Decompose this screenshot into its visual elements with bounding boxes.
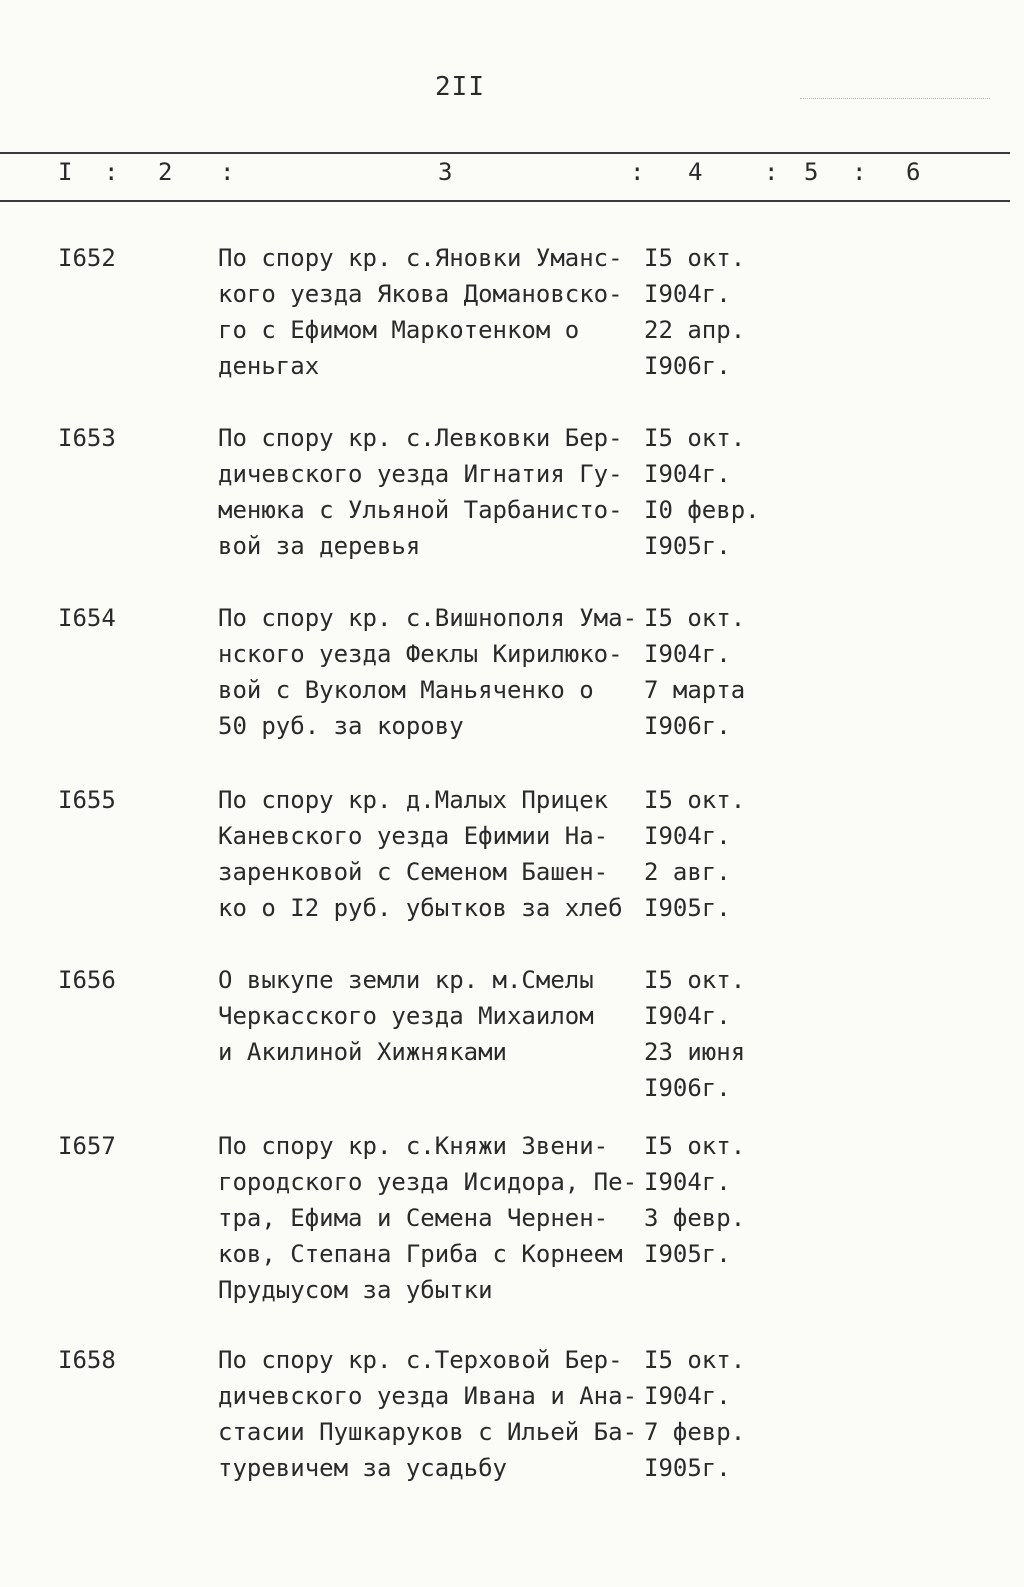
- date-line: I904г.: [644, 460, 731, 488]
- description-line: По спору кр. с.Вишнополя Ума-: [218, 604, 638, 632]
- date-line: I905г.: [644, 894, 731, 922]
- date-line: I5 окт.: [644, 424, 746, 452]
- column-separator: :: [630, 158, 645, 186]
- description-line: ков, Степана Гриба с Корнеем: [218, 1240, 623, 1268]
- description-line: По спору кр. д.Малых Прицек: [218, 786, 609, 814]
- description-line: туревичем за усадьбу: [218, 1454, 507, 1482]
- description-line: деньгах: [218, 352, 320, 380]
- date-line: I904г.: [644, 1002, 731, 1030]
- entry-description: [218, 782, 638, 926]
- entry-number: I657: [58, 1132, 116, 1160]
- entry-number: I653: [58, 424, 116, 452]
- date-line: 23 июня: [644, 1038, 746, 1066]
- date-line: I905г.: [644, 1454, 731, 1482]
- description-line: Каневского уезда Ефимии На-: [218, 822, 609, 850]
- date-line: 22 апр.: [644, 316, 746, 344]
- date-line: I906г.: [644, 712, 731, 740]
- entry-dates: [644, 1128, 774, 1272]
- column-number-6: 6: [906, 158, 921, 186]
- description-line: го с Ефимом Маркотенком о: [218, 316, 580, 344]
- entry-description: [218, 240, 638, 384]
- entry-description: [218, 600, 638, 744]
- page-number: 2II: [435, 72, 485, 102]
- entry-dates: [644, 1342, 774, 1486]
- description-line: стасии Пушкаруков с Ильей Ба-: [218, 1418, 638, 1446]
- description-line: Черкасского уезда Михаилом: [218, 1002, 594, 1030]
- entry-number: I656: [58, 966, 116, 994]
- date-line: I0 февр.: [644, 496, 760, 524]
- description-line: 50 руб. за корову: [218, 712, 464, 740]
- description-line: По спору кр. с.Яновки Уманс-: [218, 244, 623, 272]
- date-line: I5 окт.: [644, 1346, 746, 1374]
- column-number-3: 3: [438, 158, 453, 186]
- date-line: I904г.: [644, 280, 731, 308]
- column-number-4: 4: [688, 158, 703, 186]
- column-separator: :: [220, 158, 235, 186]
- column-separator: :: [764, 158, 779, 186]
- description-line: дичевского уезда Игнатия Гу-: [218, 460, 623, 488]
- date-line: I904г.: [644, 1382, 731, 1410]
- description-line: По спору кр. с.Терховой Бер-: [218, 1346, 623, 1374]
- date-line: I904г.: [644, 1168, 731, 1196]
- date-line: I5 окт.: [644, 604, 746, 632]
- entry-number: I655: [58, 786, 116, 814]
- entry-description: [218, 962, 638, 1070]
- description-line: вой за деревья: [218, 532, 421, 560]
- description-line: По спору кр. с.Левковки Бер-: [218, 424, 623, 452]
- description-line: менюка с Ульяной Тарбанисто-: [218, 496, 623, 524]
- date-line: 7 февр.: [644, 1418, 746, 1446]
- description-line: По спору кр. с.Княжи Звени-: [218, 1132, 609, 1160]
- description-line: кого уезда Якова Домановско-: [218, 280, 623, 308]
- date-line: I905г.: [644, 1240, 731, 1268]
- description-line: Прудыусом за убытки: [218, 1276, 493, 1304]
- table-header-top-rule: [0, 152, 1010, 154]
- column-separator: :: [852, 158, 867, 186]
- description-line: городского уезда Исидора, Пе-: [218, 1168, 638, 1196]
- table-column-header: [0, 158, 1010, 194]
- column-number-2: 2: [158, 158, 173, 186]
- description-line: дичевского уезда Ивана и Ана-: [218, 1382, 638, 1410]
- date-line: I905г.: [644, 532, 731, 560]
- table-header-bottom-rule: [0, 200, 1010, 202]
- date-line: I5 окт.: [644, 786, 746, 814]
- column-number-1: I: [58, 158, 73, 186]
- date-line: I5 окт.: [644, 1132, 746, 1160]
- date-line: I904г.: [644, 640, 731, 668]
- entry-dates: [644, 240, 774, 384]
- description-line: О выкупе земли кр. м.Смелы: [218, 966, 594, 994]
- scan-noise: [800, 98, 990, 107]
- column-number-5: 5: [804, 158, 819, 186]
- column-separator: :: [104, 158, 119, 186]
- description-line: ко о I2 руб. убытков за хлеб: [218, 894, 623, 922]
- entry-dates: [644, 962, 774, 1106]
- date-line: I904г.: [644, 822, 731, 850]
- description-line: нского уезда Феклы Кирилюко-: [218, 640, 623, 668]
- entry-number: I652: [58, 244, 116, 272]
- entry-description: [218, 1128, 638, 1308]
- date-line: I906г.: [644, 352, 731, 380]
- entry-number: I658: [58, 1346, 116, 1374]
- description-line: тра, Ефима и Семена Чернен-: [218, 1204, 609, 1232]
- entry-dates: [644, 600, 774, 744]
- entry-description: [218, 420, 638, 564]
- date-line: 3 февр.: [644, 1204, 746, 1232]
- entry-number: I654: [58, 604, 116, 632]
- description-line: заренковой с Семеном Башен-: [218, 858, 609, 886]
- entry-dates: [644, 420, 774, 564]
- entry-dates: [644, 782, 774, 926]
- description-line: вой с Вуколом Маньяченко о: [218, 676, 594, 704]
- date-line: I5 окт.: [644, 966, 746, 994]
- entry-description: [218, 1342, 638, 1486]
- date-line: 7 марта: [644, 676, 746, 704]
- date-line: I5 окт.: [644, 244, 746, 272]
- description-line: и Акилиной Хижняками: [218, 1038, 507, 1066]
- date-line: 2 авг.: [644, 858, 731, 886]
- date-line: I906г.: [644, 1074, 731, 1102]
